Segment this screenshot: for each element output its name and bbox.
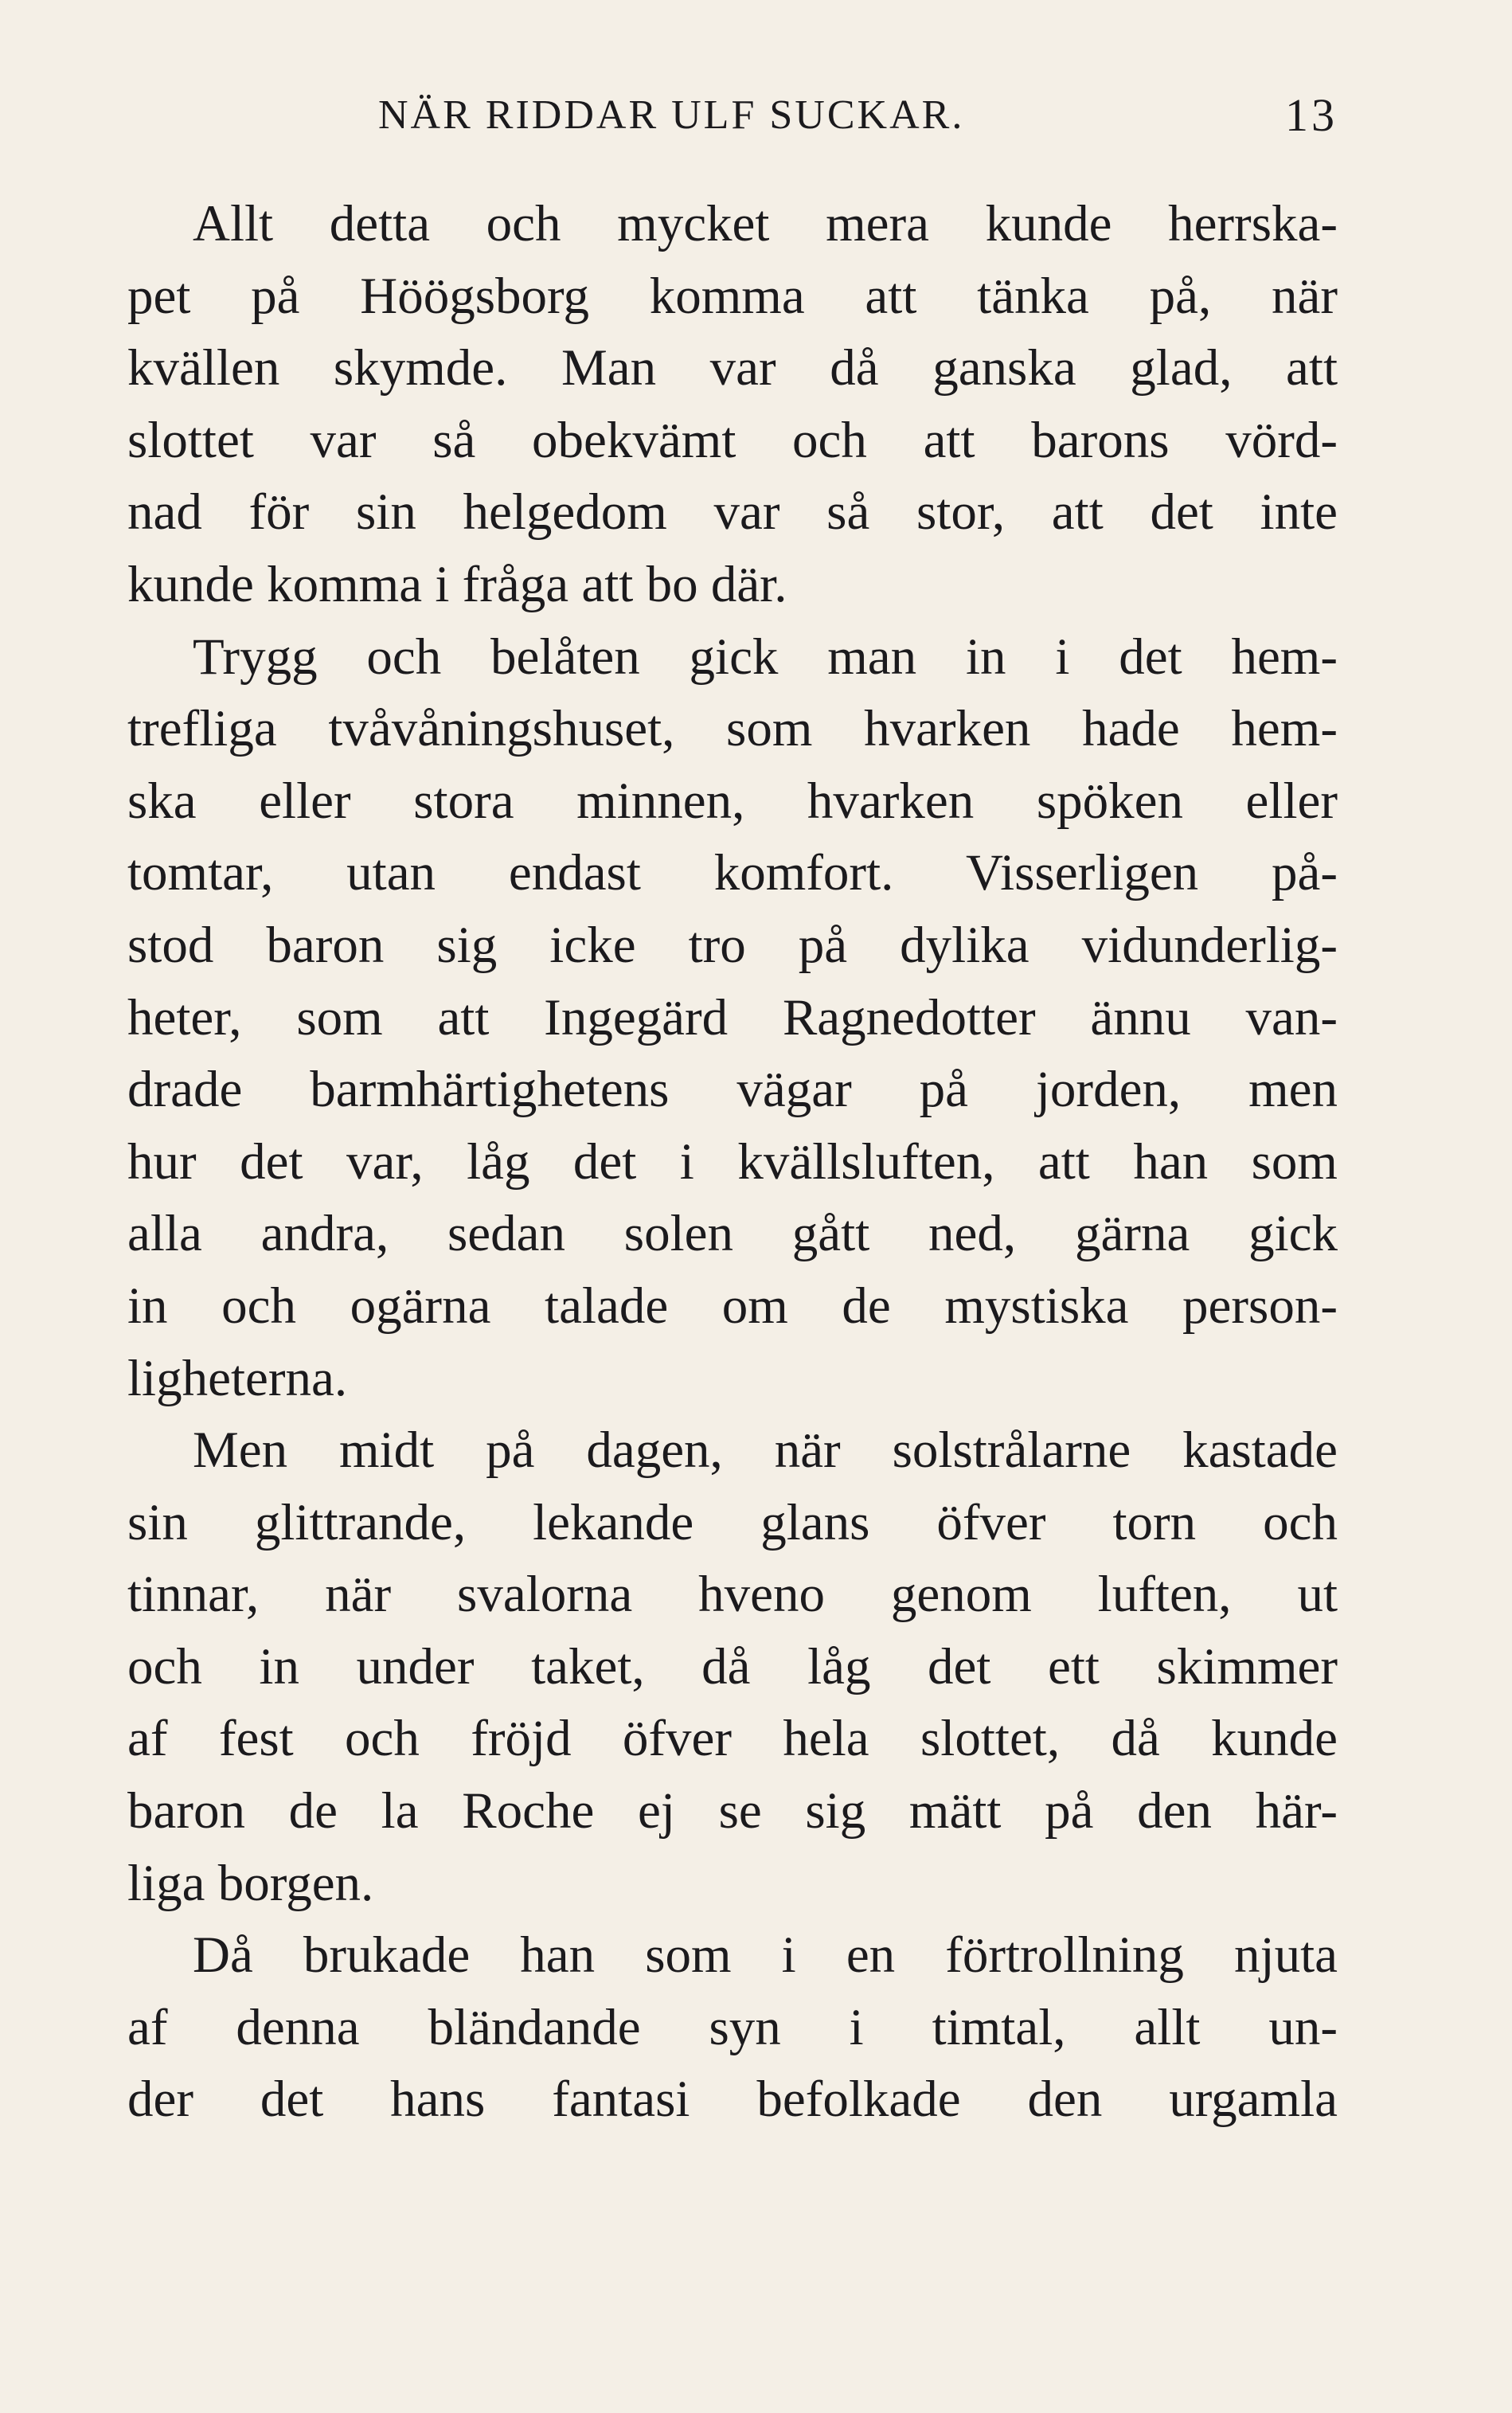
text-line: slottet var så obekvämt och att barons vörd- [127, 411, 1338, 469]
text-line: kunde komma i fråga att bo där. [127, 555, 787, 613]
text-line: pet på Höögsborg komma att tänka på, när [127, 267, 1338, 325]
text-line: ligheterna. [127, 1349, 348, 1407]
text-line: in och ogärna talade om de mystiska person- [127, 1277, 1338, 1335]
text-line: tinnar, när svalorna hveno genom luften, ut [127, 1566, 1338, 1624]
text-line: Men midt på dagen, när solstrålarne kastade [193, 1422, 1338, 1480]
text-line: trefliga tvåvåningshuset, som hvarken hade hem- [127, 700, 1338, 758]
text-line: nad för sin helgedom var så stor, att det inte [127, 483, 1338, 542]
text-line: hur det var, låg det i kvällsluften, att han som [127, 1132, 1338, 1191]
text-line: Allt detta och mycket mera kunde herrska- [193, 195, 1338, 252]
text-line: och in under taket, då låg det ett skimmer [127, 1637, 1338, 1695]
text-line: af denna bländande syn i timtal, allt un- [127, 1998, 1338, 2056]
text-line: baron de la Roche ej se sig mätt på den här- [127, 1782, 1338, 1840]
text-line: kvällen skymde. Man var då ganska glad, att [127, 339, 1338, 397]
running-head: NÄR RIDDAR ULF SUCKAR. [378, 92, 965, 138]
text-line: stod baron sig icke tro på dylika vidunderlig- [127, 916, 1338, 974]
text-line: Trygg och belåten gick man in i det hem- [193, 628, 1338, 686]
text-line: Då brukade han som i en förtrollning njuta [193, 1926, 1338, 1985]
body-text [127, 188, 1338, 2136]
page-number: 13 [1285, 89, 1338, 141]
text-line: liga borgen. [127, 1854, 374, 1912]
text-line: heter, som att Ingegärd Ragnedotter ännu van- [127, 988, 1338, 1046]
text-line: drade barmhärtighetens vägar på jorden, men [127, 1061, 1338, 1119]
text-line: sin glittrande, lekande glans öfver torn och [127, 1493, 1338, 1551]
text-line: alla andra, sedan solen gått ned, gärna gick [127, 1205, 1338, 1263]
text-line: ska eller stora minnen, hvarken spöken eller [127, 772, 1338, 830]
text-line: af fest och fröjd öfver hela slottet, då kunde [127, 1710, 1338, 1768]
page-header [127, 80, 1338, 151]
text-line: der det hans fantasi befolkade den urgamla [127, 2071, 1338, 2129]
text-line: tomtar, utan endast komfort. Visserligen på- [127, 844, 1338, 902]
